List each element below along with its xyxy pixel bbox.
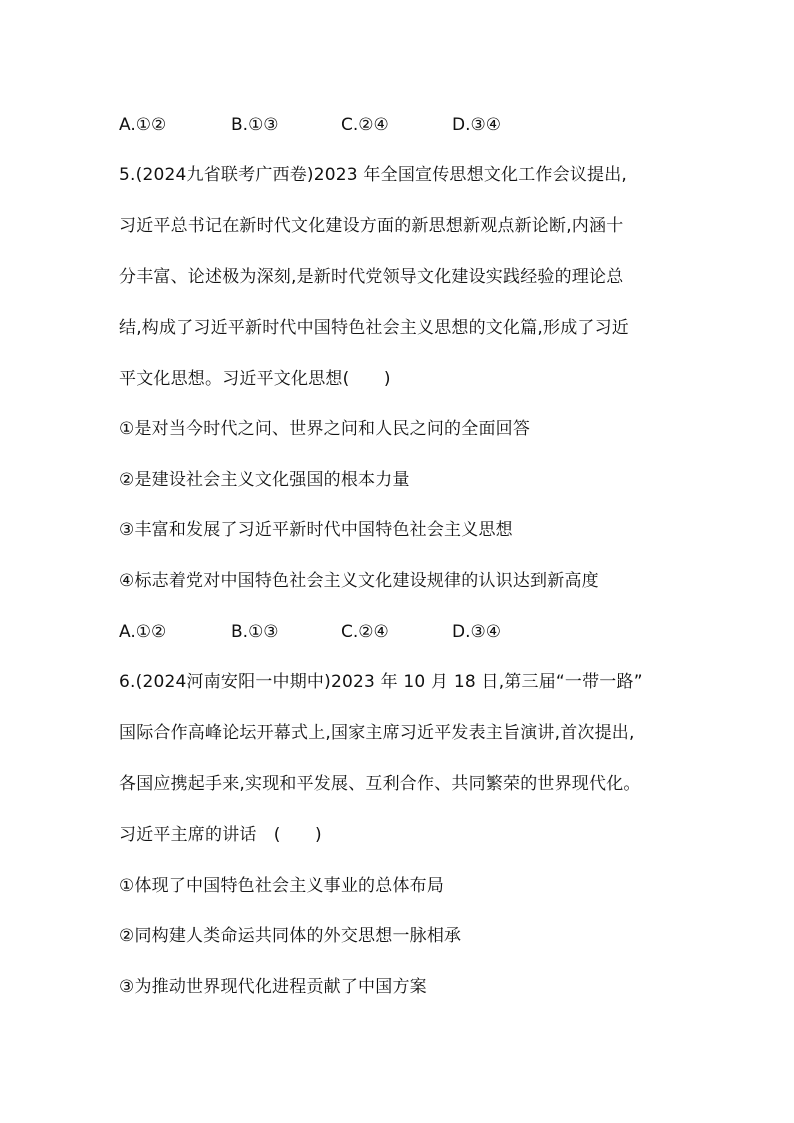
q4-option-b: B.①③ (231, 115, 279, 135)
q5-stem-line-5: 平文化思想。习近平文化思想( ) (119, 369, 391, 389)
q4-option-a: A.①② (119, 115, 167, 135)
q5-stem-line-4: 结,构成了习近平新时代中国特色社会主义思想的文化篇,形成了习近 (119, 318, 630, 338)
q6-item-3: ③为推动世界现代化进程贡献了中国方案 (119, 977, 427, 997)
q5-stem-line-2: 习近平总书记在新时代文化建设方面的新思想新观点新论断,内涵十 (119, 216, 624, 236)
q5-option-d: D.③④ (452, 622, 501, 642)
q5-option-c: C.②④ (341, 622, 389, 642)
q5-item-4: ④标志着党对中国特色社会主义文化建设规律的认识达到新高度 (119, 571, 599, 591)
q6-item-1: ①体现了中国特色社会主义事业的总体布局 (119, 876, 445, 896)
q6-stem-line-1: 6.(2024河南安阳一中期中)2023 年 10 月 18 日,第三届“一带一路” (119, 672, 643, 692)
q4-option-d: D.③④ (452, 115, 501, 135)
q5-stem-line-1: 5.(2024九省联考广西卷)2023 年全国宣传思想文化工作会议提出, (119, 165, 628, 185)
q5-item-2: ②是建设社会主义文化强国的根本力量 (119, 470, 410, 490)
q5-item-3: ③丰富和发展了习近平新时代中国特色社会主义思想 (119, 520, 513, 540)
q6-item-2: ②同构建人类命运共同体的外交思想一脉相承 (119, 926, 462, 946)
q5-stem-line-3: 分丰富、论述极为深刻,是新时代党领导文化建设实践经验的理论总 (119, 267, 624, 287)
q5-item-1: ①是对当今时代之问、世界之问和人民之问的全面回答 (119, 419, 531, 439)
q4-option-c: C.②④ (341, 115, 389, 135)
q5-option-a: A.①② (119, 622, 167, 642)
q6-stem-line-4: 习近平主席的讲话 ( ) (119, 825, 322, 845)
q5-option-b: B.①③ (231, 622, 279, 642)
q6-stem-line-3: 各国应携起手来,实现和平发展、互利合作、共同繁荣的世界现代化。 (119, 774, 641, 794)
q6-stem-line-2: 国际合作高峰论坛开幕式上,国家主席习近平发表主旨演讲,首次提出, (119, 723, 635, 743)
